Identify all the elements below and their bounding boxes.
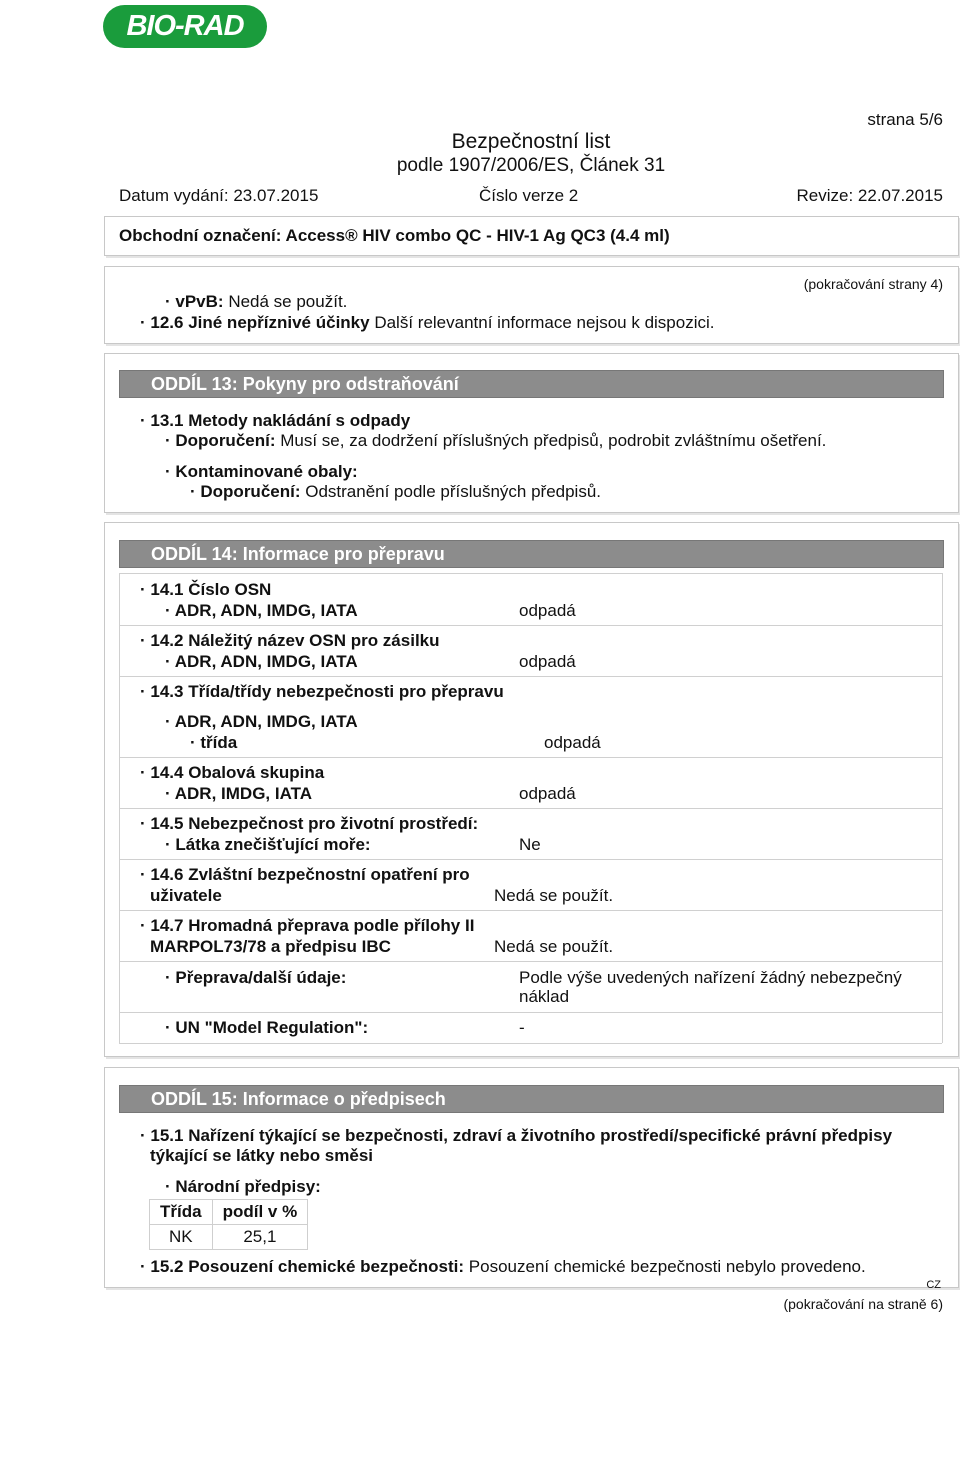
item-14-6-cont: uživatele [150,886,222,905]
s14-row-divider [119,676,942,677]
item-14-1-value: odpadá [519,601,576,620]
version-number: Číslo verze 2 [479,186,579,205]
revision-date: Revize: 22.07.2015 [796,186,943,205]
item-14-3-value: odpadá [544,733,601,752]
item-15-2: · 15.2 Posouzení chemické bezpečnosti: Posouzení chemické bezpečnosti nebylo provedeno. [140,1257,866,1276]
table-header-share: podíl v % [212,1200,308,1225]
continued-from: (pokračování strany 4) [803,276,943,292]
item-14-5: · 14.5 Nebezpečnost pro životní prostředí: [140,814,479,833]
s14-row-divider [119,859,942,860]
table-cell-share: 25,1 [212,1225,308,1250]
s14-row-divider [119,625,942,626]
trade-name: Obchodní označení: Access® HIV combo QC - HIV-1 Ag QC3 (4.4 ml) [119,226,670,245]
item-14-3-class: · třída [190,733,238,752]
item-14-1: · 14.1 Číslo OSN [140,580,272,599]
item-14-2: · 14.2 Náležitý název OSN pro zásilku [140,631,440,650]
un-model-regulation-value: - [519,1018,525,1037]
item-15-1: · 15.1 Nařízení týkající se bezpečnosti, zdraví a životního prostředí/specifické právní předpisy [140,1126,893,1145]
marine-pollutant: · Látka znečišťující moře: [165,835,371,854]
page-number: strana 5/6 [867,110,943,129]
s14-row-divider [119,808,942,809]
issue-date: Datum vydání: 23.07.2015 [119,186,319,205]
logo-text: BIO-RAD [126,10,244,42]
item-14-6-value: Nedá se použít. [494,886,614,905]
item-14-7: · 14.7 Hromadná přeprava podle přílohy II [140,916,475,935]
marine-pollutant-value: Ne [519,835,541,854]
item-14-2-value: odpadá [519,652,576,671]
bio-rad-logo [103,5,267,48]
transport-info: · Přeprava/další údaje: [165,968,347,987]
recommendation-2: · Doporučení: Odstranění podle příslušných předpisů. [190,482,602,501]
s14-row-divider [119,1012,942,1013]
item-14-4: · 14.4 Obalová skupina [140,763,325,782]
transport-info-value: Podle výše uvedených nařízení žádný nebezpečný [519,968,902,987]
s14-row-divider [119,910,942,911]
item-14-7-cont: MARPOL73/78 a předpisu IBC [150,937,391,956]
un-model-regulation: · UN "Model Regulation": [165,1018,369,1037]
s14-frame-right [942,573,943,1043]
s14-row-divider [119,961,942,962]
table-header-class: Třída [150,1200,213,1225]
item-14-2-modes: · ADR, ADN, IMDG, IATA [165,652,358,671]
recommendation-1: · Doporučení: Musí se, za dodržení příslušných předpisů, podrobit zvláštnímu ošetření. [165,431,827,450]
section-13-header: ODDÍL 13: Pokyny pro odstraňování [119,370,944,398]
national-regulations: · Národní předpisy: [165,1177,321,1196]
hazard-class-table [149,1199,308,1250]
table-row [150,1225,308,1250]
item-14-4-value: odpadá [519,784,576,803]
document-title: Bezpečnostní list [451,130,611,153]
section-14-header: ODDÍL 14: Informace pro přepravu [119,540,944,568]
item-13-1: · 13.1 Metody nakládání s odpady [140,411,411,430]
vpvb-line: · vPvB: Nedá se použít. [165,292,348,311]
table-header-row [150,1200,308,1225]
s14-row-divider [119,1043,942,1044]
item-15-1-cont: týkající se látky nebo směsi [150,1146,374,1165]
item-14-3-modes: · ADR, ADN, IMDG, IATA [165,712,358,731]
item-14-3: · 14.3 Třída/třídy nebezpečnosti pro přepravu [140,682,504,701]
document-subtitle: podle 1907/2006/ES, Článek 31 [396,155,666,176]
item-14-4-modes: · ADR, IMDG, IATA [165,784,312,803]
country-code: CZ [926,1279,941,1291]
s14-row-divider [119,573,942,574]
transport-info-value-cont: náklad [519,987,570,1006]
item-12-6: · 12.6 Jiné nepříznivé účinky Další relevantní informace nejsou k dispozici. [140,313,715,332]
item-14-7-value: Nedá se použít. [494,937,614,956]
table-cell-class: NK [150,1225,213,1250]
section-15-header: ODDÍL 15: Informace o předpisech [119,1085,944,1113]
contaminated-packaging: · Kontaminované obaly: [165,462,358,481]
s14-row-divider [119,757,942,758]
continued-on: (pokračování na straně 6) [783,1296,943,1312]
item-14-1-modes: · ADR, ADN, IMDG, IATA [165,601,358,620]
item-14-6: · 14.6 Zvláštní bezpečnostní opatření pro [140,865,470,884]
